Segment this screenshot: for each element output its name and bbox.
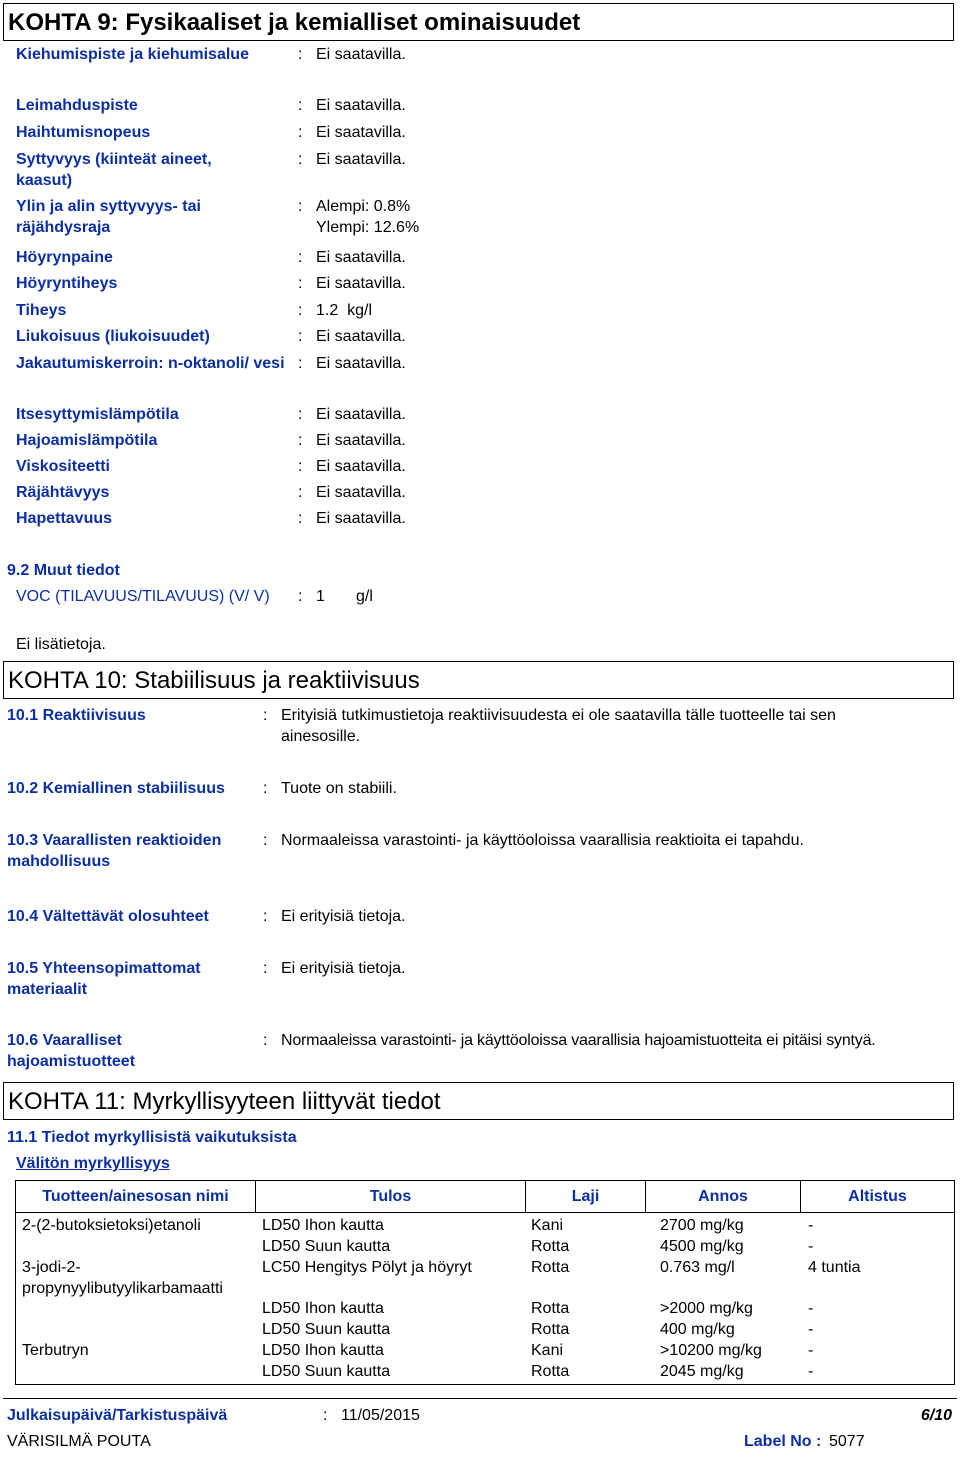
acute-toxicity-heading: Välitön myrkyllisyys — [16, 1155, 170, 1172]
stability-label: 10.3 Vaarallisten reaktioiden mahdollisuus — [7, 832, 222, 870]
property-value: Ei saatavilla. — [316, 458, 406, 475]
stability-colon: : — [263, 707, 268, 724]
page-number: 6/10 — [920, 1407, 952, 1424]
property-colon: : — [298, 249, 303, 266]
property-value: Ei saatavilla. — [316, 328, 406, 345]
property-colon: : — [298, 302, 303, 319]
cell-altistus: - — [808, 1300, 814, 1317]
product-name: VÄRISILMÄ POUTA — [7, 1433, 151, 1450]
cell-laji: Rotta — [531, 1259, 570, 1276]
substance-name: Terbutryn — [22, 1342, 89, 1359]
property-value: Ei saatavilla. — [316, 151, 406, 168]
column-header: Tuotteen/ainesosan nimi — [16, 1181, 256, 1212]
property-label: Viskositeetti — [16, 458, 110, 475]
cell-tulos: LD50 Ihon kautta — [262, 1300, 384, 1317]
cell-annos: >10200 mg/kg — [660, 1342, 762, 1359]
stability-colon: : — [263, 832, 268, 849]
cell-altistus: 4 tuntia — [808, 1259, 861, 1276]
cell-tulos: LC50 Hengitys Pölyt ja höyryt — [262, 1259, 472, 1276]
stability-label: 10.4 Vältettävät olosuhteet — [7, 908, 209, 925]
cell-altistus: - — [808, 1342, 814, 1359]
stability-value: Ei erityisiä tietoja. — [281, 908, 406, 925]
stability-value: Ei erityisiä tietoja. — [281, 960, 406, 977]
footer-divider — [3, 1398, 957, 1399]
property-colon: : — [298, 458, 303, 475]
property-value: Ei saatavilla. — [316, 355, 406, 372]
stability-value: Normaaleissa varastointi- ja käyttöoloissa vaarallisia hajoamistuotteita ei pitäisi syntyä. — [281, 1032, 876, 1049]
column-header: Annos — [646, 1181, 801, 1212]
property-label: Höyrynpaine — [16, 249, 113, 266]
property-value: Ei saatavilla. — [316, 510, 406, 527]
stability-colon: : — [263, 780, 268, 797]
column-header: Altistus — [848, 1188, 907, 1205]
cell-tulos: LD50 Ihon kautta — [262, 1342, 384, 1359]
property-value: Ei saatavilla. — [316, 97, 406, 114]
stability-label: 10.5 Yhteensopimattomat materiaalit — [7, 960, 201, 998]
voc-unit: g/l — [356, 588, 373, 605]
substance-name: 3-jodi-2-propynyylibutyylikarbamaatti — [22, 1259, 223, 1297]
issue-date-label: Julkaisupäivä/Tarkistuspäivä — [7, 1407, 228, 1424]
toxicity-table — [15, 1180, 955, 1385]
table-header — [16, 1181, 954, 1213]
cell-laji: Rotta — [531, 1321, 570, 1338]
stability-label: 10.6 Vaaralliset hajoamistuotteet — [7, 1032, 136, 1070]
property-label: Liukoisuus (liukoisuudet) — [16, 328, 210, 345]
property-colon: : — [298, 124, 303, 141]
property-value: Ei saatavilla. — [316, 249, 406, 266]
cell-laji: Rotta — [531, 1363, 570, 1380]
cell-altistus: - — [808, 1238, 814, 1255]
voc-label: VOC (TILAVUUS/TILAVUUS) (V/ V) — [16, 588, 270, 605]
cell-annos: 2045 mg/kg — [660, 1363, 744, 1380]
property-label: Hapettavuus — [16, 510, 113, 527]
column-header: Tulos — [256, 1181, 526, 1212]
cell-laji: Kani — [531, 1342, 564, 1359]
property-value: Alempi: 0.8% — [316, 198, 411, 215]
section-10-title: KOHTA 10: Stabiilisuus ja reaktiivisuus — [3, 661, 954, 699]
property-value: Ei saatavilla. — [316, 484, 406, 501]
stability-value: Tuote on stabiili. — [281, 780, 397, 797]
property-value: 1.2 kg/l — [316, 302, 373, 319]
label-number-label: Label No : — [744, 1433, 822, 1450]
cell-tulos: LD50 Ihon kautta — [262, 1217, 384, 1234]
property-colon: : — [298, 484, 303, 501]
stability-value: Normaaleissa varastointi- ja käyttöoloissa vaarallisia reaktioita ei tapahdu. — [281, 832, 804, 849]
property-label: Jakautumiskerroin: n-oktanoli/ vesi — [16, 355, 285, 372]
stability-colon: : — [263, 908, 268, 925]
cell-annos: 0.763 mg/l — [660, 1259, 735, 1276]
substance-name: 2-(2-butoksietoksi)etanoli — [22, 1217, 201, 1234]
cell-tulos: LD50 Suun kautta — [262, 1238, 391, 1255]
cell-annos: 2700 mg/kg — [660, 1217, 744, 1234]
cell-laji: Rotta — [531, 1238, 570, 1255]
subsection-9-2-title: 9.2 Muut tiedot — [7, 562, 120, 579]
property-label: Höyryntiheys — [16, 275, 118, 292]
cell-laji: Rotta — [531, 1300, 570, 1317]
issue-date-colon: : — [323, 1407, 328, 1424]
property-colon: : — [298, 151, 303, 168]
property-colon: : — [298, 406, 303, 423]
property-colon: : — [298, 432, 303, 449]
cell-altistus: - — [808, 1217, 814, 1234]
section-9-title: KOHTA 9: Fysikaaliset ja kemialliset ominaisuudet — [3, 3, 954, 41]
cell-annos: >2000 mg/kg — [660, 1300, 753, 1317]
property-value: Ei saatavilla. — [316, 406, 406, 423]
property-colon: : — [298, 275, 303, 292]
cell-tulos: LD50 Suun kautta — [262, 1363, 391, 1380]
property-colon: : — [298, 97, 303, 114]
property-colon: : — [298, 198, 303, 215]
stability-label: 10.1 Reaktiivisuus — [7, 707, 146, 724]
property-label: Leimahduspiste — [16, 97, 138, 114]
property-label: Tiheys — [16, 302, 67, 319]
property-value: Ei saatavilla. — [316, 124, 406, 141]
property-label: Haihtumisnopeus — [16, 124, 151, 141]
property-value: Ei saatavilla. — [316, 46, 406, 63]
property-colon: : — [298, 510, 303, 527]
property-value: Ei saatavilla. — [316, 275, 406, 292]
cell-altistus: - — [808, 1321, 814, 1338]
cell-annos: 400 mg/kg — [660, 1321, 735, 1338]
cell-altistus: - — [808, 1363, 814, 1380]
subsection-11-1-title: 11.1 Tiedot myrkyllisistä vaikutuksista — [7, 1129, 297, 1146]
label-number: 5077 — [829, 1433, 865, 1450]
cell-tulos: LD50 Suun kautta — [262, 1321, 391, 1338]
property-label: Ylin ja alin syttyvyys- tai räjähdysraja — [16, 198, 201, 236]
column-header: Laji — [526, 1181, 646, 1212]
property-label: Syttyvyys (kiinteät aineet, kaasut) — [16, 151, 212, 189]
voc-colon: : — [298, 588, 303, 605]
property-colon: : — [298, 46, 303, 63]
section-11-title: KOHTA 11: Myrkyllisyyteen liittyvät tiedot — [3, 1082, 954, 1120]
property-colon: : — [298, 328, 303, 345]
property-label: Kiehumispiste ja kiehumisalue — [16, 46, 249, 63]
stability-colon: : — [263, 960, 268, 977]
property-label: Itsesyttymislämpötila — [16, 406, 179, 423]
property-colon: : — [298, 355, 303, 372]
property-value-2: Ylempi: 12.6% — [316, 219, 420, 236]
stability-colon: : — [263, 1032, 268, 1049]
property-label: Räjähtävyys — [16, 484, 110, 501]
stability-value: Erityisiä tutkimustietoja reaktiivisuudesta ei ole saatavilla tälle tuotteelle tai sen ainesosille. — [281, 707, 836, 745]
issue-date: 11/05/2015 — [341, 1407, 420, 1424]
stability-label: 10.2 Kemiallinen stabiilisuus — [7, 780, 225, 797]
property-value: Ei saatavilla. — [316, 432, 406, 449]
no-info-text: Ei lisätietoja. — [16, 636, 106, 653]
voc-value: 1 — [316, 588, 325, 605]
property-label: Hajoamislämpötila — [16, 432, 158, 449]
cell-laji: Kani — [531, 1217, 564, 1234]
cell-annos: 4500 mg/kg — [660, 1238, 744, 1255]
